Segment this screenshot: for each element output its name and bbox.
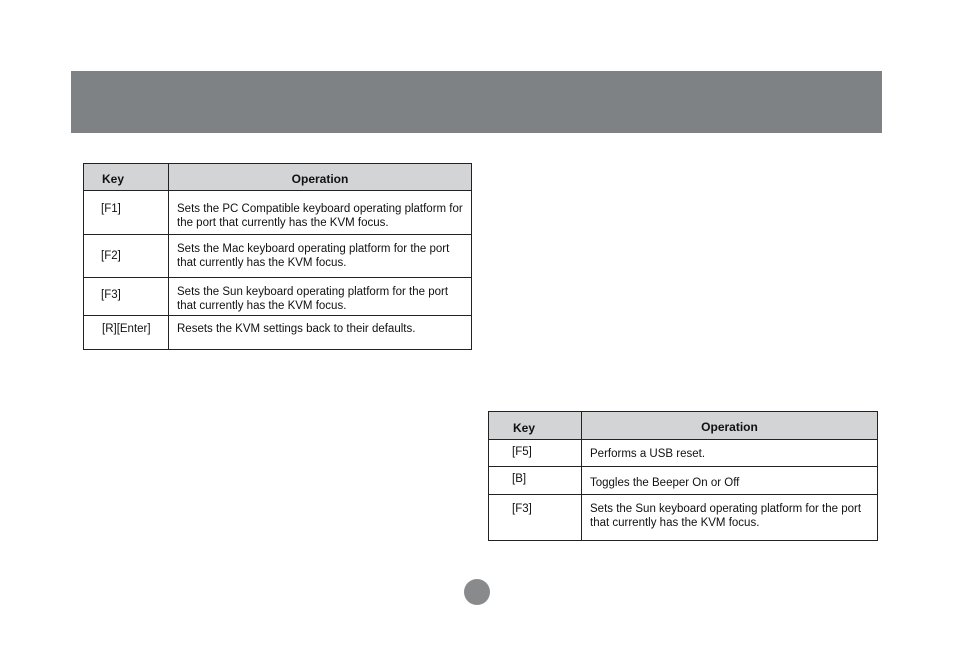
- table-row: [84, 278, 472, 316]
- table-row: [489, 467, 878, 495]
- table-row: [84, 316, 472, 350]
- row-key: [F2]: [84, 235, 169, 278]
- row-operation: Sets the Mac keyboard operating platform for the port that currently has the KVM focus.: [169, 235, 472, 278]
- header-operation: Operation: [582, 412, 878, 440]
- page-number-dot: [464, 579, 490, 605]
- table-row: [489, 440, 878, 467]
- row-key: [F3]: [489, 495, 582, 541]
- header-key: Key: [84, 164, 169, 191]
- header-operation: Operation: [169, 164, 472, 191]
- row-operation: Resets the KVM settings back to their defaults.: [169, 316, 472, 350]
- row-key: [F5]: [489, 440, 582, 467]
- row-key: [F1]: [84, 191, 169, 235]
- table-header-row: [84, 164, 472, 191]
- table-row: [489, 495, 878, 541]
- table-row: [84, 235, 472, 278]
- hotkey-table-2: [488, 411, 878, 541]
- row-operation: Sets the Sun keyboard operating platform for the port that currently has the KVM focus.: [582, 495, 878, 541]
- row-operation: Sets the Sun keyboard operating platform for the port that currently has the KVM focus.: [169, 278, 472, 316]
- row-key: [F3]: [84, 278, 169, 316]
- hotkey-table-1: [83, 163, 472, 350]
- row-operation: Toggles the Beeper On or Off: [582, 467, 878, 495]
- row-operation: Sets the PC Compatible keyboard operating platform for the port that currently has the KVM focus.: [169, 191, 472, 235]
- table-row: [84, 191, 472, 235]
- row-key: [R][Enter]: [84, 316, 169, 350]
- header-band: [71, 71, 882, 133]
- table-header-row: [489, 412, 878, 440]
- row-operation: Performs a USB reset.: [582, 440, 878, 467]
- header-key: Key: [489, 412, 582, 440]
- row-key: [B]: [489, 467, 582, 495]
